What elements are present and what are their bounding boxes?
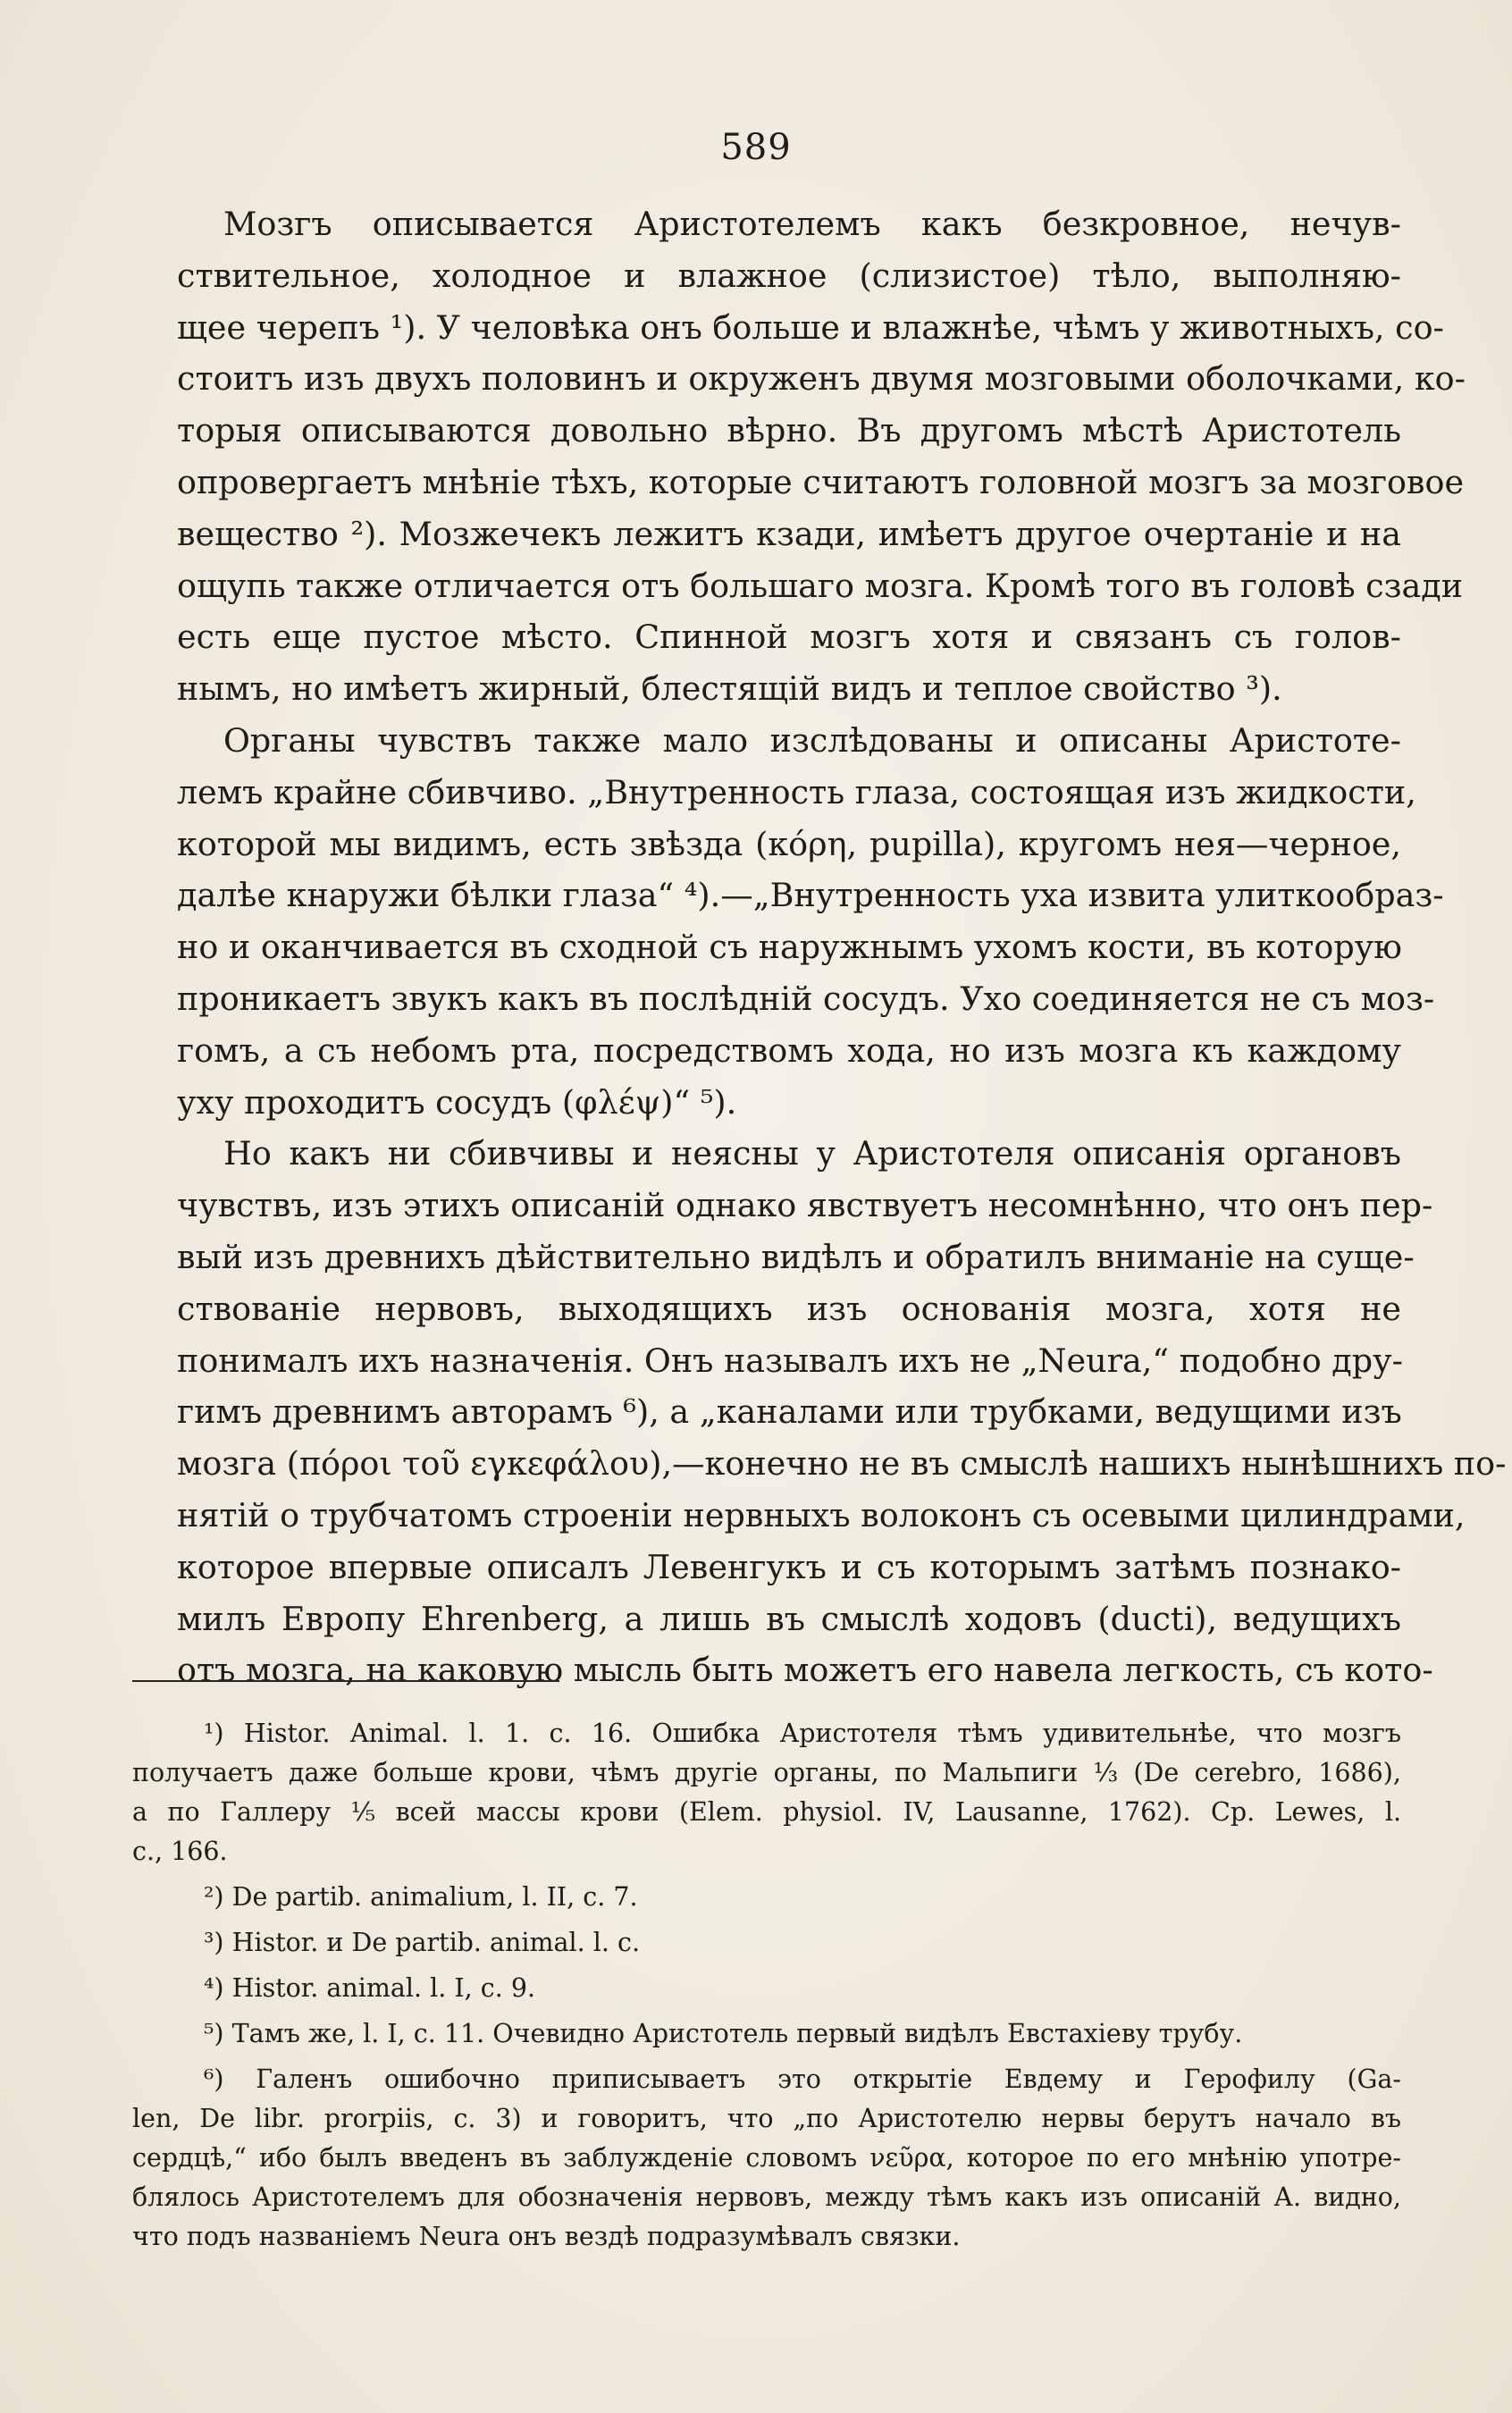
footnote-line: ³) Histor. и De partib. animal. l. c. bbox=[204, 1928, 641, 1957]
footnote-line: ⁵) Тамъ же, l. I, c. 11. Очевидно Аристотель первый видѣлъ Евстахіеву трубу. bbox=[204, 2019, 1243, 2048]
footnote-line: а по Галлеру ⅕ всей массы крови (Elem. physiol. IV, Lausanne, 1762). Ср. Lewes, l. bbox=[132, 1797, 1401, 1827]
text-line: лемъ крайне сбивчиво. „Внутренность глаза, состоящая изъ жидкости, bbox=[177, 772, 1416, 811]
text-line: но и оканчивается въ сходной съ наружнымъ ухомъ кости, въ которую bbox=[177, 928, 1402, 967]
text-line: отъ мозга, на каковую мысль быть можетъ его навела легкость, съ кото- bbox=[177, 1651, 1433, 1690]
text-line: Органы чувствъ также мало изслѣдованы и описаны Аристоте- bbox=[223, 720, 1401, 760]
text-line: чувствъ, изъ этихъ описаній однако явствуетъ несомнѣнно, что онъ пер- bbox=[177, 1186, 1433, 1225]
footnote-line: ⁴) Histor. animal. l. I, c. 9. bbox=[204, 1973, 536, 2003]
text-line: ствительное, холодное и влажное (слизистое) тѣло, выполняю- bbox=[177, 256, 1401, 295]
text-line: проникаетъ звукъ какъ въ послѣдній сосудъ. Ухо соединяется не съ моз- bbox=[177, 979, 1435, 1018]
text-line: которой мы видимъ, есть звѣзда (κόρη, pupilla), кругомъ нея—черное, bbox=[177, 824, 1401, 863]
text-line: нымъ, но имѣетъ жирный, блестящій видъ и теплое свойство ³). bbox=[177, 669, 1282, 709]
text-line: Мозгъ описывается Аристотелемъ какъ безкровное, нечув- bbox=[223, 205, 1401, 243]
text-line: торыя описываются довольно вѣрно. Въ другомъ мѣстѣ Аристотель bbox=[177, 411, 1401, 450]
text-line: есть еще пустое мѣсто. Спинной мозгъ хотя и связанъ съ голов- bbox=[177, 618, 1401, 657]
text-line: ощупь также отличается отъ большаго мозга. Кромѣ того въ головѣ сзади bbox=[177, 566, 1464, 605]
footnote-line: получаетъ даже больше крови, чѣмъ другіе органы, по Мальпиги ⅓ (De cerebro, 1686), bbox=[132, 1758, 1401, 1787]
footnote-line: что подъ названіемъ Neura онъ вездѣ подразумѣвалъ связки. bbox=[132, 2222, 961, 2251]
text-line: Но какъ ни сбивчивы и неясны у Аристотеля описанія органовъ bbox=[223, 1134, 1401, 1173]
footnotes bbox=[132, 1714, 1401, 2257]
footnote-line: c., 166. bbox=[132, 1837, 228, 1866]
text-line: далѣе кнаружи бѣлки глаза“ ⁴).—„Внутренность уха извита улиткообраз- bbox=[177, 876, 1444, 915]
text-line: стоитъ изъ двухъ половинъ и окруженъ двумя мозговыми оболочками, ко- bbox=[177, 359, 1466, 399]
text-line: милъ Европу Ehrenberg, а лишь въ смыслѣ ходовъ (ducti), ведущихъ bbox=[177, 1599, 1401, 1638]
text-line: вещество ²). Мозжечекъ лежитъ кзади, имѣетъ другое очертаніе и на bbox=[177, 514, 1401, 553]
text-line: опровергаетъ мнѣніе тѣхъ, которые считаютъ головной мозгъ за мозговое bbox=[177, 462, 1465, 501]
text-line: гомъ, а съ небомъ рта, посредствомъ хода, но изъ мозга къ каждому bbox=[177, 1030, 1401, 1070]
footnote-line: сердцѣ,“ ибо былъ введенъ въ заблужденіе словомъ νεῦρα, которое по его мнѣнію употре- bbox=[132, 2143, 1401, 2173]
main-text bbox=[177, 198, 1507, 1696]
text-line: щее черепъ ¹). У человѣка онъ больше и влажнѣе, чѣмъ у животныхъ, со- bbox=[177, 307, 1444, 347]
footnote-line: ¹) Histor. Animal. l. 1. c. 16. Ошибка Аристотеля тѣмъ удивительнѣе, что мозгъ bbox=[204, 1719, 1401, 1748]
text-line: понималъ ихъ назначенія. Онъ называлъ ихъ не „Neura,“ подобно дру- bbox=[177, 1341, 1403, 1380]
text-line: которое впервые описалъ Левенгукъ и съ которымъ затѣмъ познако- bbox=[177, 1547, 1401, 1586]
text-line: ствованіе нервовъ, выходящихъ изъ основанія мозга, хотя не bbox=[177, 1289, 1401, 1328]
footnote-line: ²) De partib. animalium, l. II, c. 7. bbox=[204, 1882, 638, 1912]
footnote-line: ⁶) Галенъ ошибочно приписываетъ это открытіе Евдему и Герофилу (Ga- bbox=[204, 2064, 1401, 2094]
footnote-divider bbox=[132, 1680, 559, 1682]
text-line: уху проходитъ сосудъ (φλέψ)“ ⁵). bbox=[177, 1082, 737, 1122]
text-line: гимъ древнимъ авторамъ ⁶), а „каналами или трубками, ведущими изъ bbox=[177, 1392, 1402, 1432]
page-number: 589 bbox=[720, 127, 792, 168]
text-line: нятій о трубчатомъ строеніи нервныхъ волоконъ съ осевыми цилиндрами, bbox=[177, 1495, 1466, 1534]
footnote-line: блялось Аристотелемъ для обозначенія нервовъ, между тѣмъ какъ изъ описаній А. видно, bbox=[132, 2182, 1401, 2212]
text-line: мозга (πόροι τοῦ εγκεφάλου),—конечно не въ смыслѣ нашихъ нынѣшнихъ по- bbox=[177, 1444, 1507, 1484]
footnote-line: len, De libr. prorpiis, c. 3) и говоритъ, что „по Аристотелю нервы берутъ начало въ bbox=[132, 2104, 1401, 2133]
text-line: вый изъ древнихъ дѣйствительно видѣлъ и обратилъ вниманіе на суще- bbox=[177, 1237, 1415, 1276]
